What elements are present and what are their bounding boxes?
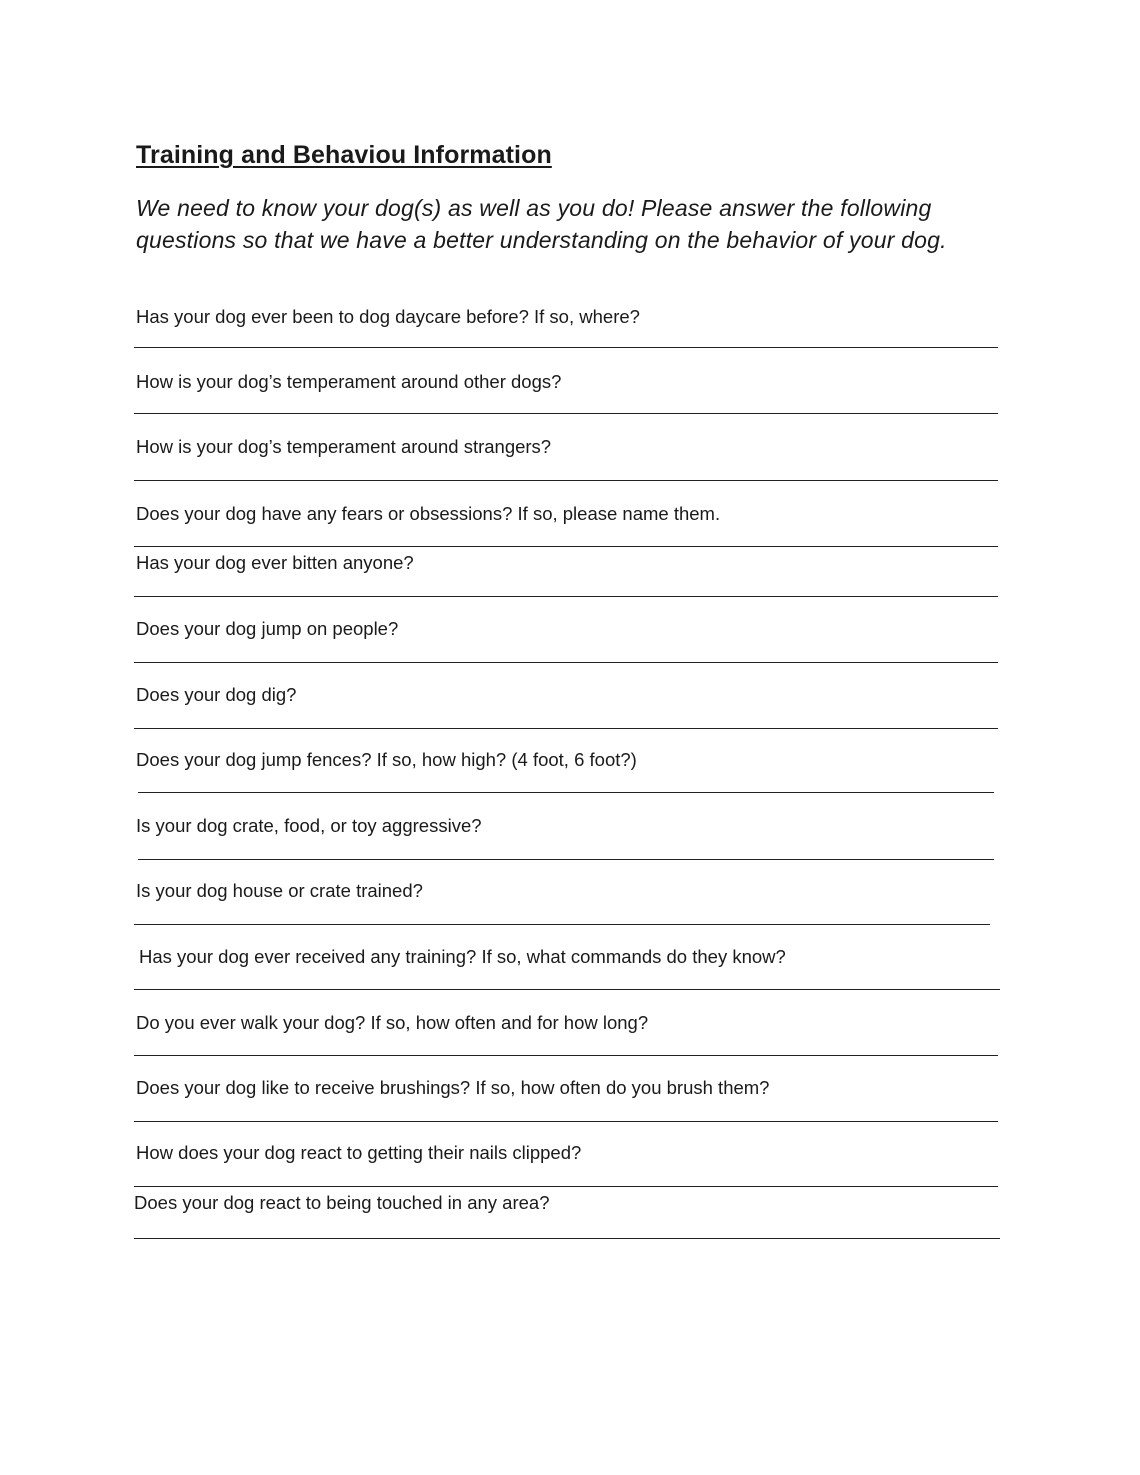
question-5: Has your dog ever bitten anyone? <box>136 552 414 573</box>
question-6: Does your dog jump on people? <box>136 618 399 639</box>
question-3: How is your dog’s temperament around strangers? <box>136 436 552 457</box>
answer-line-5[interactable] <box>134 596 998 597</box>
answer-line-11[interactable] <box>134 989 1000 990</box>
answer-line-4[interactable] <box>134 546 998 547</box>
answer-line-10[interactable] <box>134 924 990 925</box>
answer-line-8[interactable] <box>138 792 994 793</box>
answer-line-2[interactable] <box>134 413 998 414</box>
question-10: Is your dog house or crate trained? <box>136 880 423 901</box>
answer-line-15[interactable] <box>134 1238 1000 1239</box>
answer-line-9[interactable] <box>138 859 994 860</box>
question-14: How does your dog react to getting their nails clipped? <box>136 1142 582 1163</box>
answer-line-13[interactable] <box>134 1121 998 1122</box>
answer-line-12[interactable] <box>134 1055 998 1056</box>
question-11: Has your dog ever received any training? If so, what commands do they know? <box>139 946 786 967</box>
form-intro: We need to know your dog(s) as well as you do! Please answer the following questions so that we have a better understanding on the behavior of your dog. <box>136 195 947 253</box>
answer-line-14[interactable] <box>134 1186 998 1187</box>
question-12: Do you ever walk your dog? If so, how often and for how long? <box>136 1012 649 1033</box>
question-8: Does your dog jump fences? If so, how high? (4 foot, 6 foot?) <box>136 749 637 770</box>
answer-line-3[interactable] <box>134 480 998 481</box>
question-13: Does your dog like to receive brushings? If so, how often do you brush them? <box>136 1077 770 1098</box>
form-title: Training and Behaviou Information <box>136 141 552 169</box>
answer-line-6[interactable] <box>134 662 998 663</box>
question-15: Does your dog react to being touched in any area? <box>134 1192 550 1213</box>
question-7: Does your dog dig? <box>136 684 297 705</box>
question-2: How is your dog’s temperament around other dogs? <box>136 371 562 392</box>
question-4: Does your dog have any fears or obsessions? If so, please name them. <box>136 503 721 524</box>
answer-line-7[interactable] <box>134 728 998 729</box>
question-9: Is your dog crate, food, or toy aggressive? <box>136 815 482 836</box>
question-1: Has your dog ever been to dog daycare before? If so, where? <box>136 306 640 327</box>
answer-line-1[interactable] <box>134 347 998 348</box>
